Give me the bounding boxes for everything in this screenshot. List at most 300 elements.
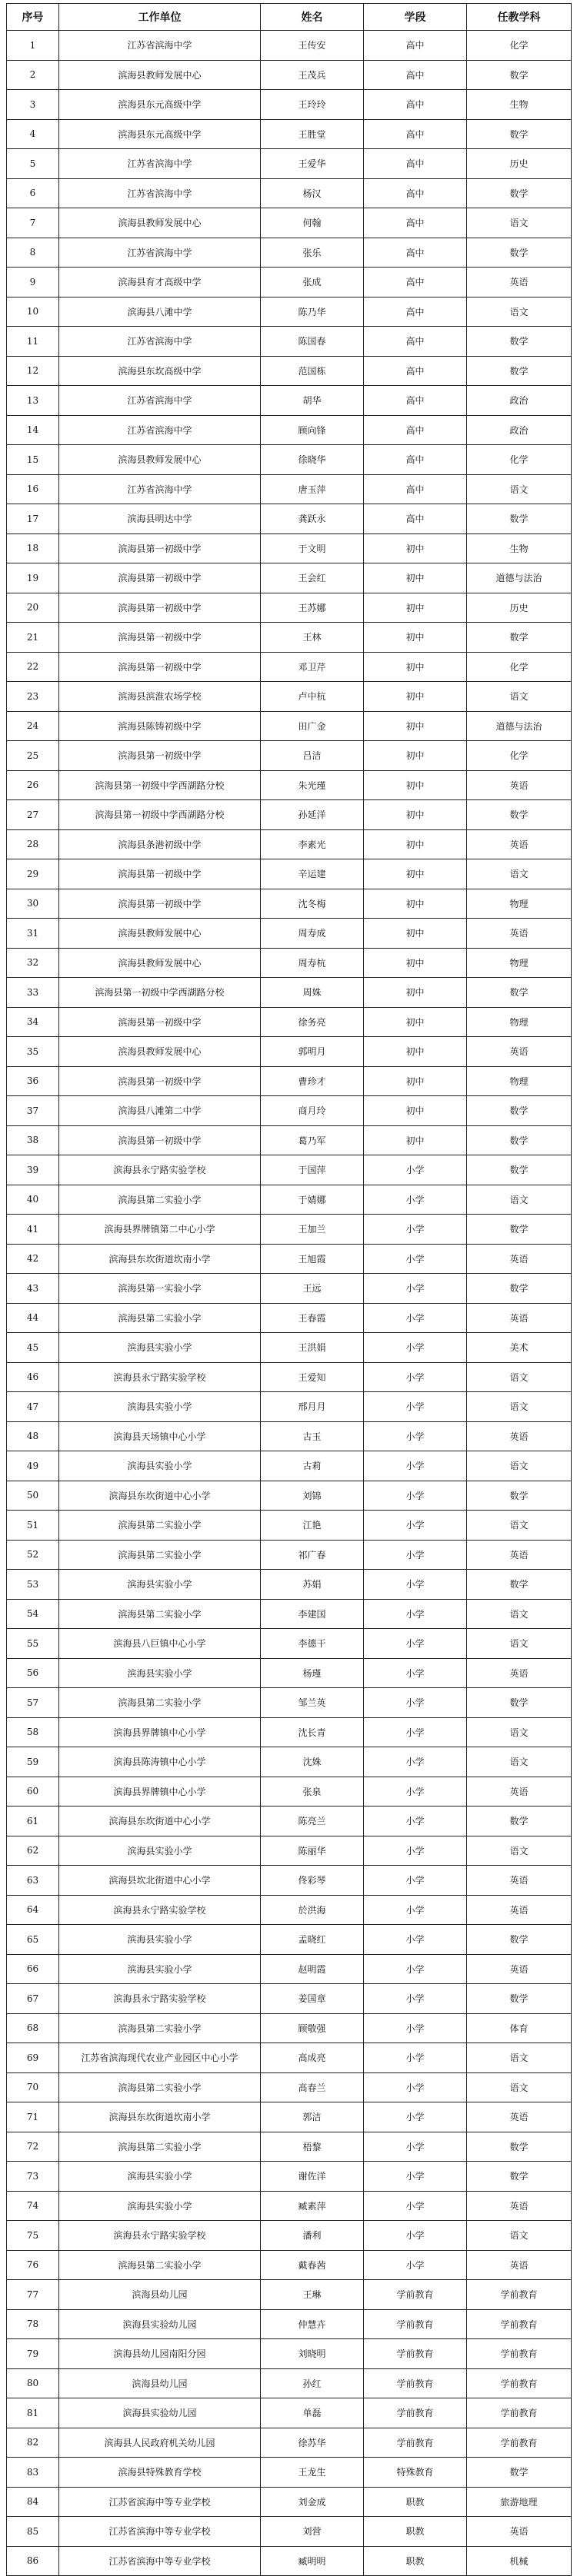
cell-name: 高成亮: [261, 2043, 364, 2073]
cell-subject: 数学: [467, 1807, 572, 1836]
cell-work-unit: 滨海县第一初级中学西湖路分校: [59, 800, 261, 830]
cell-school-stage: 高中: [364, 386, 467, 416]
cell-work-unit: 滨海县第一初级中学: [59, 1066, 261, 1096]
cell-index: 80: [7, 2368, 59, 2398]
cell-school-stage: 初中: [364, 770, 467, 800]
cell-name: 王胜堂: [261, 119, 364, 149]
cell-name: 仲慧卉: [261, 2309, 364, 2339]
cell-work-unit: 江苏省滨海中等专业学校: [59, 2546, 261, 2576]
cell-subject: 数学: [467, 978, 572, 1008]
cell-name: 戴春茜: [261, 2250, 364, 2280]
cell-school-stage: 初中: [364, 1007, 467, 1037]
cell-work-unit: 滨海县东坎街道中心小学: [59, 1807, 261, 1836]
cell-school-stage: 学前教育: [364, 2339, 467, 2369]
cell-subject: 生物: [467, 533, 572, 563]
table-row: [7, 2191, 572, 2221]
cell-index: 53: [7, 1570, 59, 1600]
cell-index: 58: [7, 1717, 59, 1747]
cell-subject: 数学: [467, 2162, 572, 2192]
cell-index: 67: [7, 1984, 59, 2014]
cell-school-stage: 初中: [364, 652, 467, 682]
table-row: [7, 978, 572, 1008]
cell-school-stage: 高中: [364, 60, 467, 90]
cell-school-stage: 小学: [364, 1570, 467, 1600]
cell-work-unit: 滨海县实验幼儿园: [59, 2309, 261, 2339]
table-row: [7, 60, 572, 90]
cell-school-stage: 小学: [364, 2250, 467, 2280]
cell-work-unit: 滨海县实验小学: [59, 2162, 261, 2192]
cell-index: 13: [7, 386, 59, 416]
cell-index: 26: [7, 770, 59, 800]
cell-subject: 数学: [467, 1481, 572, 1511]
cell-subject: 语文: [467, 297, 572, 327]
cell-work-unit: 滨海县特殊教育学校: [59, 2458, 261, 2488]
table-row: [7, 119, 572, 149]
cell-work-unit: 滨海县第一初级中学: [59, 652, 261, 682]
cell-work-unit: 滨海县幼儿园: [59, 2368, 261, 2398]
cell-school-stage: 高中: [364, 149, 467, 179]
cell-subject: 数学: [467, 2132, 572, 2162]
cell-index: 61: [7, 1807, 59, 1836]
cell-work-unit: 滨海县人民政府机关幼儿园: [59, 2428, 261, 2458]
cell-subject: 学前教育: [467, 2280, 572, 2310]
cell-work-unit: 滨海县天场镇中心小学: [59, 1421, 261, 1451]
table-row: [7, 474, 572, 504]
table-row: [7, 919, 572, 949]
cell-work-unit: 滨海县第二实验小学: [59, 2250, 261, 2280]
cell-name: 陈丽华: [261, 1836, 364, 1866]
cell-school-stage: 初中: [364, 741, 467, 771]
cell-work-unit: 滨海县实验小学: [59, 1836, 261, 1866]
cell-work-unit: 滨海县东元高级中学: [59, 90, 261, 120]
cell-subject: 英语: [467, 919, 572, 949]
cell-work-unit: 江苏省滨海中等专业学校: [59, 2517, 261, 2547]
cell-subject: 数学: [467, 1096, 572, 1126]
table-row: [7, 800, 572, 830]
cell-name: 王林: [261, 623, 364, 653]
cell-name: 陈乃华: [261, 297, 364, 327]
table-row: [7, 889, 572, 919]
table-row: [7, 1215, 572, 1245]
cell-school-stage: 高中: [364, 90, 467, 120]
table-row: [7, 563, 572, 593]
cell-index: 29: [7, 859, 59, 889]
cell-name: 臧素萍: [261, 2191, 364, 2221]
cell-work-unit: 江苏省滨海中等专业学校: [59, 2487, 261, 2517]
cell-subject: 美术: [467, 1333, 572, 1363]
cell-subject: 历史: [467, 149, 572, 179]
cell-index: 25: [7, 741, 59, 771]
cell-subject: 语文: [467, 2221, 572, 2251]
cell-school-stage: 初中: [364, 533, 467, 563]
cell-school-stage: 高中: [364, 238, 467, 268]
cell-subject: 英语: [467, 1866, 572, 1896]
cell-name: 辛运建: [261, 859, 364, 889]
table-row: [7, 1540, 572, 1570]
cell-subject: 语文: [467, 1392, 572, 1422]
table-row: [7, 90, 572, 120]
cell-school-stage: 小学: [364, 1421, 467, 1451]
cell-index: 35: [7, 1037, 59, 1067]
cell-work-unit: 江苏省滨海中学: [59, 474, 261, 504]
cell-school-stage: 小学: [364, 1451, 467, 1481]
table-row: [7, 1629, 572, 1659]
cell-index: 41: [7, 1215, 59, 1245]
cell-name: 佟彩琴: [261, 1866, 364, 1896]
table-row: [7, 1451, 572, 1481]
cell-name: 邢月月: [261, 1392, 364, 1422]
table-row: [7, 415, 572, 445]
cell-school-stage: 小学: [364, 1540, 467, 1570]
table-row: [7, 770, 572, 800]
cell-index: 65: [7, 1925, 59, 1955]
cell-name: 胡华: [261, 386, 364, 416]
cell-work-unit: 滨海县东坎街道坎南小学: [59, 1244, 261, 1274]
table-row: [7, 386, 572, 416]
cell-subject: 英语: [467, 1658, 572, 1688]
cell-index: 85: [7, 2517, 59, 2547]
cell-subject: 语文: [467, 1511, 572, 1541]
table-row: [7, 1096, 572, 1126]
cell-school-stage: 学前教育: [364, 2280, 467, 2310]
cell-index: 72: [7, 2132, 59, 2162]
table-row: [7, 1570, 572, 1600]
cell-name: 王琳: [261, 2280, 364, 2310]
table-row: [7, 1895, 572, 1925]
cell-subject: 历史: [467, 593, 572, 623]
cell-name: 商月玲: [261, 1096, 364, 1126]
cell-index: 4: [7, 119, 59, 149]
cell-index: 21: [7, 623, 59, 653]
cell-subject: 物理: [467, 948, 572, 978]
cell-index: 52: [7, 1540, 59, 1570]
cell-work-unit: 滨海县实验幼儿园: [59, 2398, 261, 2428]
cell-name: 孙延洋: [261, 800, 364, 830]
cell-work-unit: 滨海县永宁路实验学校: [59, 1895, 261, 1925]
cell-index: 33: [7, 978, 59, 1008]
table-row: [7, 2013, 572, 2043]
cell-subject: 数学: [467, 1215, 572, 1245]
table-row: [7, 1866, 572, 1896]
table-row: [7, 1421, 572, 1451]
cell-subject: 道德与法治: [467, 711, 572, 741]
cell-work-unit: 滨海县界牌镇第二中心小学: [59, 1215, 261, 1245]
cell-subject: 英语: [467, 1777, 572, 1807]
cell-school-stage: 初中: [364, 623, 467, 653]
cell-name: 徐务亮: [261, 1007, 364, 1037]
cell-name: 周寿杭: [261, 948, 364, 978]
cell-name: 邹兰英: [261, 1688, 364, 1718]
cell-index: 46: [7, 1362, 59, 1392]
cell-name: 杨汉: [261, 178, 364, 208]
cell-work-unit: 滨海县实验小学: [59, 2191, 261, 2221]
cell-work-unit: 江苏省滨海中学: [59, 327, 261, 357]
cell-index: 36: [7, 1066, 59, 1096]
cell-school-stage: 高中: [364, 474, 467, 504]
cell-subject: 机械: [467, 2546, 572, 2576]
cell-school-stage: 小学: [364, 2191, 467, 2221]
cell-work-unit: 滨海县条港初级中学: [59, 829, 261, 859]
cell-name: 单磊: [261, 2398, 364, 2428]
cell-index: 39: [7, 1155, 59, 1185]
table-row: [7, 208, 572, 238]
table-row: [7, 327, 572, 357]
cell-subject: 生物: [467, 90, 572, 120]
cell-subject: 化学: [467, 31, 572, 61]
cell-index: 83: [7, 2458, 59, 2488]
cell-work-unit: 滨海县第二实验小学: [59, 1511, 261, 1541]
table-row: [7, 1392, 572, 1422]
cell-index: 40: [7, 1185, 59, 1215]
cell-work-unit: 滨海县坎北街道中心小学: [59, 1866, 261, 1896]
cell-school-stage: 小学: [364, 1185, 467, 1215]
cell-school-stage: 职教: [364, 2517, 467, 2547]
cell-name: 沈姝: [261, 1747, 364, 1777]
cell-school-stage: 初中: [364, 919, 467, 949]
cell-name: 王旭霞: [261, 1244, 364, 1274]
cell-index: 14: [7, 415, 59, 445]
table-row: [7, 1185, 572, 1215]
cell-subject: 旅游地理: [467, 2487, 572, 2517]
cell-name: 李德干: [261, 1629, 364, 1659]
header-name: 姓名: [261, 4, 364, 31]
cell-work-unit: 滨海县第一初级中学: [59, 889, 261, 919]
cell-index: 71: [7, 2102, 59, 2132]
cell-name: 孟晓红: [261, 1925, 364, 1955]
table-row: [7, 2339, 572, 2369]
cell-school-stage: 初中: [364, 1096, 467, 1126]
cell-index: 16: [7, 474, 59, 504]
cell-index: 30: [7, 889, 59, 919]
cell-index: 45: [7, 1333, 59, 1363]
cell-index: 31: [7, 919, 59, 949]
cell-school-stage: 初中: [364, 1125, 467, 1155]
cell-index: 66: [7, 1954, 59, 1984]
cell-school-stage: 初中: [364, 889, 467, 919]
cell-school-stage: 小学: [364, 1658, 467, 1688]
cell-name: 于婧娜: [261, 1185, 364, 1215]
cell-name: 王远: [261, 1274, 364, 1304]
cell-school-stage: 小学: [364, 1303, 467, 1333]
cell-name: 周寿成: [261, 919, 364, 949]
cell-subject: 英语: [467, 2517, 572, 2547]
cell-name: 张泉: [261, 1777, 364, 1807]
cell-school-stage: 小学: [364, 2072, 467, 2102]
cell-subject: 化学: [467, 741, 572, 771]
cell-index: 43: [7, 1274, 59, 1304]
table-row: [7, 1007, 572, 1037]
cell-subject: 数学: [467, 238, 572, 268]
cell-name: 梧黎: [261, 2132, 364, 2162]
table-row: [7, 2102, 572, 2132]
cell-index: 24: [7, 711, 59, 741]
cell-subject: 语文: [467, 2072, 572, 2102]
cell-school-stage: 小学: [364, 1599, 467, 1629]
cell-name: 孙红: [261, 2368, 364, 2398]
table-row: [7, 1925, 572, 1955]
cell-subject: 英语: [467, 1540, 572, 1570]
cell-work-unit: 滨海县永宁路实验学校: [59, 1155, 261, 1185]
cell-work-unit: 滨海县第二实验小学: [59, 1303, 261, 1333]
cell-work-unit: 滨海县第二实验小学: [59, 2072, 261, 2102]
cell-name: 顾向锋: [261, 415, 364, 445]
cell-school-stage: 初中: [364, 1037, 467, 1067]
cell-index: 75: [7, 2221, 59, 2251]
cell-name: 古玉: [261, 1421, 364, 1451]
cell-name: 曹珍才: [261, 1066, 364, 1096]
table-row: [7, 593, 572, 623]
table-row: [7, 2546, 572, 2576]
cell-index: 8: [7, 238, 59, 268]
cell-subject: 数学: [467, 1925, 572, 1955]
cell-work-unit: 滨海县永宁路实验学校: [59, 2221, 261, 2251]
cell-work-unit: 滨海县八滩中学: [59, 297, 261, 327]
table-row: [7, 1155, 572, 1185]
cell-work-unit: 滨海县第二实验小学: [59, 1540, 261, 1570]
cell-work-unit: 滨海县陈铸初级中学: [59, 711, 261, 741]
cell-work-unit: 滨海县幼儿园南阳分园: [59, 2339, 261, 2369]
cell-work-unit: 滨海县实验小学: [59, 1392, 261, 1422]
cell-name: 唐玉萍: [261, 474, 364, 504]
cell-work-unit: 滨海县育才高级中学: [59, 268, 261, 297]
cell-subject: 数学: [467, 800, 572, 830]
cell-subject: 英语: [467, 1954, 572, 1984]
table-row: [7, 2309, 572, 2339]
table-row: [7, 504, 572, 534]
cell-index: 15: [7, 445, 59, 475]
cell-work-unit: 滨海县第一初级中学: [59, 1125, 261, 1155]
cell-school-stage: 初中: [364, 948, 467, 978]
cell-index: 51: [7, 1511, 59, 1541]
cell-name: 陈国春: [261, 327, 364, 357]
cell-school-stage: 小学: [364, 2043, 467, 2073]
cell-name: 祁广春: [261, 1540, 364, 1570]
cell-index: 78: [7, 2309, 59, 2339]
cell-subject: 政治: [467, 386, 572, 416]
cell-work-unit: 滨海县教师发展中心: [59, 919, 261, 949]
cell-school-stage: 小学: [364, 2162, 467, 2192]
cell-subject: 体育: [467, 2013, 572, 2043]
cell-index: 74: [7, 2191, 59, 2221]
cell-school-stage: 小学: [364, 1688, 467, 1718]
cell-subject: 英语: [467, 829, 572, 859]
cell-subject: 物理: [467, 889, 572, 919]
table-row: [7, 623, 572, 653]
cell-school-stage: 初中: [364, 563, 467, 593]
cell-subject: 学前教育: [467, 2309, 572, 2339]
cell-name: 徐苏华: [261, 2428, 364, 2458]
cell-work-unit: 滨海县永宁路实验学校: [59, 1984, 261, 2014]
cell-index: 37: [7, 1096, 59, 1126]
cell-subject: 化学: [467, 652, 572, 682]
cell-subject: 数学: [467, 1274, 572, 1304]
cell-name: 古莉: [261, 1451, 364, 1481]
cell-subject: 物理: [467, 1066, 572, 1096]
cell-subject: 数学: [467, 1570, 572, 1600]
table-row: [7, 741, 572, 771]
cell-name: 顾敬强: [261, 2013, 364, 2043]
cell-school-stage: 高中: [364, 504, 467, 534]
table-row: [7, 711, 572, 741]
cell-name: 杨瑾: [261, 1658, 364, 1688]
cell-index: 27: [7, 800, 59, 830]
cell-school-stage: 职教: [364, 2546, 467, 2576]
cell-index: 55: [7, 1629, 59, 1659]
cell-work-unit: 滨海县第二实验小学: [59, 1185, 261, 1215]
cell-index: 12: [7, 356, 59, 386]
cell-name: 王爱华: [261, 149, 364, 179]
cell-name: 于国萍: [261, 1155, 364, 1185]
cell-subject: 数学: [467, 327, 572, 357]
cell-school-stage: 高中: [364, 178, 467, 208]
table-row: [7, 859, 572, 889]
cell-index: 22: [7, 652, 59, 682]
cell-work-unit: 滨海县教师发展中心: [59, 445, 261, 475]
cell-subject: 学前教育: [467, 2339, 572, 2369]
cell-school-stage: 小学: [364, 1717, 467, 1747]
cell-work-unit: 滨海县第一初级中学: [59, 623, 261, 653]
header-subject: 任教学科: [467, 4, 572, 31]
table-row: [7, 2368, 572, 2398]
cell-name: 刘金成: [261, 2487, 364, 2517]
table-row: [7, 2517, 572, 2547]
cell-index: 62: [7, 1836, 59, 1866]
cell-school-stage: 高中: [364, 31, 467, 61]
cell-subject: 语文: [467, 1185, 572, 1215]
cell-name: 沈长青: [261, 1717, 364, 1747]
cell-subject: 语文: [467, 208, 572, 238]
cell-school-stage: 高中: [364, 208, 467, 238]
cell-index: 10: [7, 297, 59, 327]
cell-subject: 英语: [467, 1895, 572, 1925]
cell-school-stage: 学前教育: [364, 2398, 467, 2428]
cell-school-stage: 小学: [364, 1866, 467, 1896]
table-row: [7, 1511, 572, 1541]
cell-subject: 数学: [467, 178, 572, 208]
cell-school-stage: 小学: [364, 2102, 467, 2132]
cell-subject: 语文: [467, 474, 572, 504]
cell-work-unit: 江苏省滨海中学: [59, 149, 261, 179]
cell-school-stage: 特殊教育: [364, 2458, 467, 2488]
header-school-stage: 学段: [364, 4, 467, 31]
cell-index: 79: [7, 2339, 59, 2369]
cell-name: 刘晓明: [261, 2339, 364, 2369]
cell-subject: 英语: [467, 1303, 572, 1333]
table-row: [7, 2221, 572, 2251]
cell-name: 郭洁: [261, 2102, 364, 2132]
cell-subject: 英语: [467, 1037, 572, 1067]
cell-school-stage: 小学: [364, 1954, 467, 1984]
cell-subject: 数学: [467, 2458, 572, 2488]
cell-work-unit: 滨海县第一初级中学: [59, 533, 261, 563]
cell-name: 李建国: [261, 1599, 364, 1629]
table-row: [7, 2280, 572, 2310]
cell-school-stage: 职教: [364, 2487, 467, 2517]
cell-work-unit: 滨海县实验小学: [59, 1570, 261, 1600]
cell-subject: 语文: [467, 1717, 572, 1747]
cell-subject: 数学: [467, 1125, 572, 1155]
cell-subject: 物理: [467, 1007, 572, 1037]
cell-school-stage: 小学: [364, 1747, 467, 1777]
cell-name: 谢佐洋: [261, 2162, 364, 2192]
cell-school-stage: 初中: [364, 711, 467, 741]
cell-school-stage: 小学: [364, 1155, 467, 1185]
table-row: [7, 2043, 572, 2073]
table-row: [7, 1688, 572, 1718]
cell-name: 范国栋: [261, 356, 364, 386]
cell-index: 19: [7, 563, 59, 593]
cell-subject: 道德与法治: [467, 563, 572, 593]
